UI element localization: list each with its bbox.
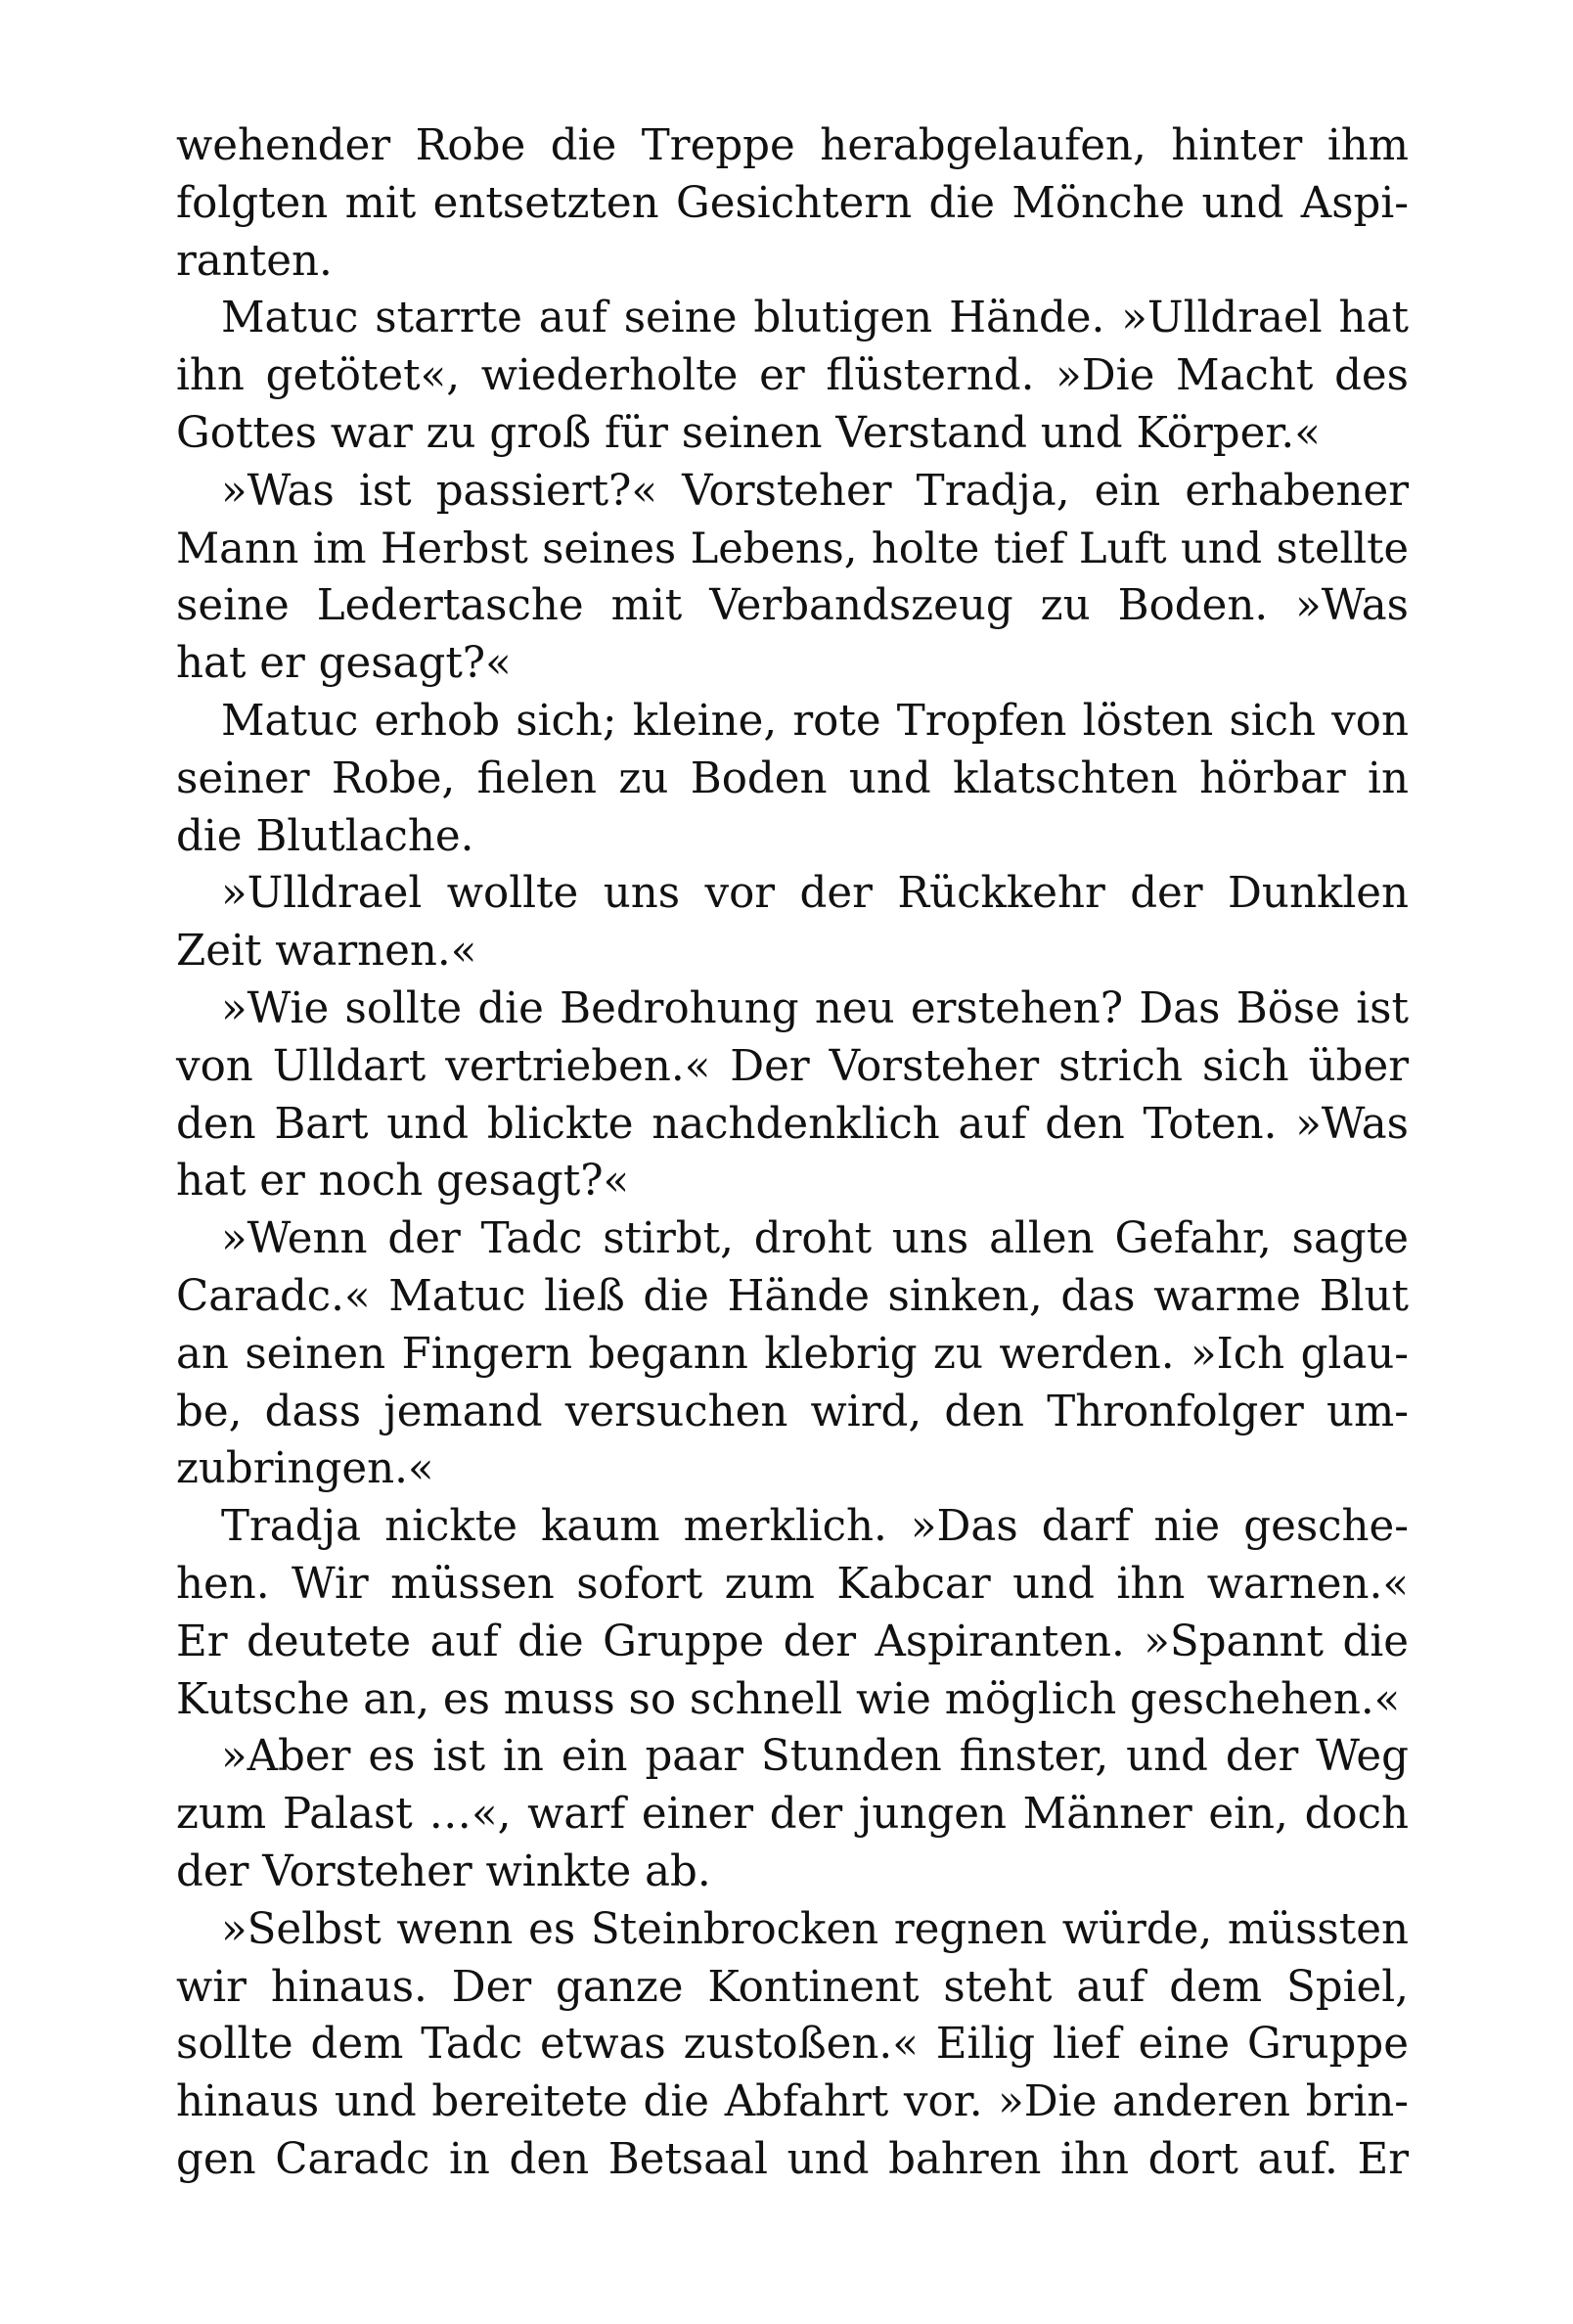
text-line: »Wenn der Tadc stirbt, droht uns allen Gefahr, sagte — [221, 1214, 1409, 1264]
text-line: Gottes war zu groß für seinen Verstand und Körper.« — [176, 408, 1321, 458]
paragraph — [176, 1498, 1409, 1728]
text-line: »Ulldrael wollte uns vor der Rückkehr der Dunklen — [221, 869, 1409, 919]
text-line: der Vorsteher winkte ab. — [176, 1846, 711, 1896]
text-line: wehender Robe die Treppe herabgelaufen, hinter ihm — [176, 121, 1409, 170]
text-line: »Selbst wenn es Steinbrocken regnen würde, müssten — [221, 1904, 1409, 1954]
text-line: seine Ledertasche mit Verbandszeug zu Boden. »Was — [176, 581, 1409, 631]
text-line: ranten. — [176, 236, 333, 286]
text-line: den Bart und blickte nachdenklich auf den Toten. »Was — [176, 1099, 1409, 1149]
text-line: Kutsche an, es muss so schnell wie möglich geschehen.« — [176, 1674, 1401, 1724]
text-line: gen Caradc in den Betsaal und bahren ihn dort auf. Er — [176, 2134, 1409, 2184]
text-line: seiner Robe, fielen zu Boden und klatschten hörbar in — [176, 753, 1409, 803]
text-line: hen. Wir müssen sofort zum Kabcar und ihn warnen.« — [176, 1559, 1409, 1609]
text-line: wir hinaus. Der ganze Kontinent steht auf dem Spiel, — [176, 1962, 1409, 2012]
paragraph — [176, 980, 1409, 1210]
text-line: Mann im Herbst seines Lebens, holte tief Luft und stellte — [176, 524, 1409, 573]
text-line: hat er gesagt?« — [176, 639, 512, 689]
text-line: Caradc.« Matuc ließ die Hände sinken, das warme Blut — [176, 1271, 1409, 1321]
text-line: zubringen.« — [176, 1444, 434, 1494]
text-line: Er deutete auf die Gruppe der Aspiranten. »Spannt die — [176, 1617, 1409, 1666]
paragraph — [176, 1210, 1409, 1498]
paragraph — [176, 1728, 1409, 1900]
paragraph — [176, 463, 1409, 693]
text-line: »Wie sollte die Bedrohung neu erstehen? Das Böse ist — [221, 983, 1409, 1033]
paragraph — [176, 117, 1409, 290]
text-line: an seinen Fingern begann klebrig zu werden. »Ich glau- — [176, 1329, 1409, 1379]
text-line: zum Palast …«, warf einer der jungen Männer ein, doch — [176, 1790, 1409, 1840]
paragraph — [176, 865, 1409, 980]
text-line: sollte dem Tadc etwas zustoßen.« Eilig lief eine Gruppe — [176, 2020, 1409, 2070]
text-line: »Aber es ist in ein paar Stunden finster, und der Weg — [221, 1732, 1409, 1782]
text-line: Tradja nickte kaum merklich. »Das darf nie gesche- — [221, 1502, 1409, 1552]
text-line: hat er noch gesagt?« — [176, 1157, 630, 1207]
paragraph — [176, 693, 1409, 865]
text-line: Zeit warnen.« — [176, 927, 477, 977]
text-line: Matuc erhob sich; kleine, rote Tropfen lösten sich von — [221, 696, 1409, 746]
text-line: die Blutlache. — [176, 811, 474, 861]
text-line: von Ulldart vertrieben.« Der Vorsteher strich sich über — [176, 1041, 1409, 1091]
body-text — [176, 117, 1409, 2189]
text-line: ihn getötet«, wiederholte er flüsternd. »Die Macht des — [176, 351, 1409, 401]
text-line: hinaus und bereitete die Abfahrt vor. »Die anderen brin- — [176, 2077, 1409, 2127]
text-line: Matuc starrte auf seine blutigen Hände. »Ulldrael hat — [221, 294, 1409, 343]
paragraph — [176, 290, 1409, 462]
text-line: »Was ist passiert?« Vorsteher Tradja, ein erhabener — [221, 466, 1409, 516]
text-line: folgten mit entsetzten Gesichtern die Mönche und Aspi- — [176, 178, 1409, 228]
text-line: be, dass jemand versuchen wird, den Thronfolger um- — [176, 1387, 1409, 1436]
paragraph — [176, 1901, 1409, 2189]
